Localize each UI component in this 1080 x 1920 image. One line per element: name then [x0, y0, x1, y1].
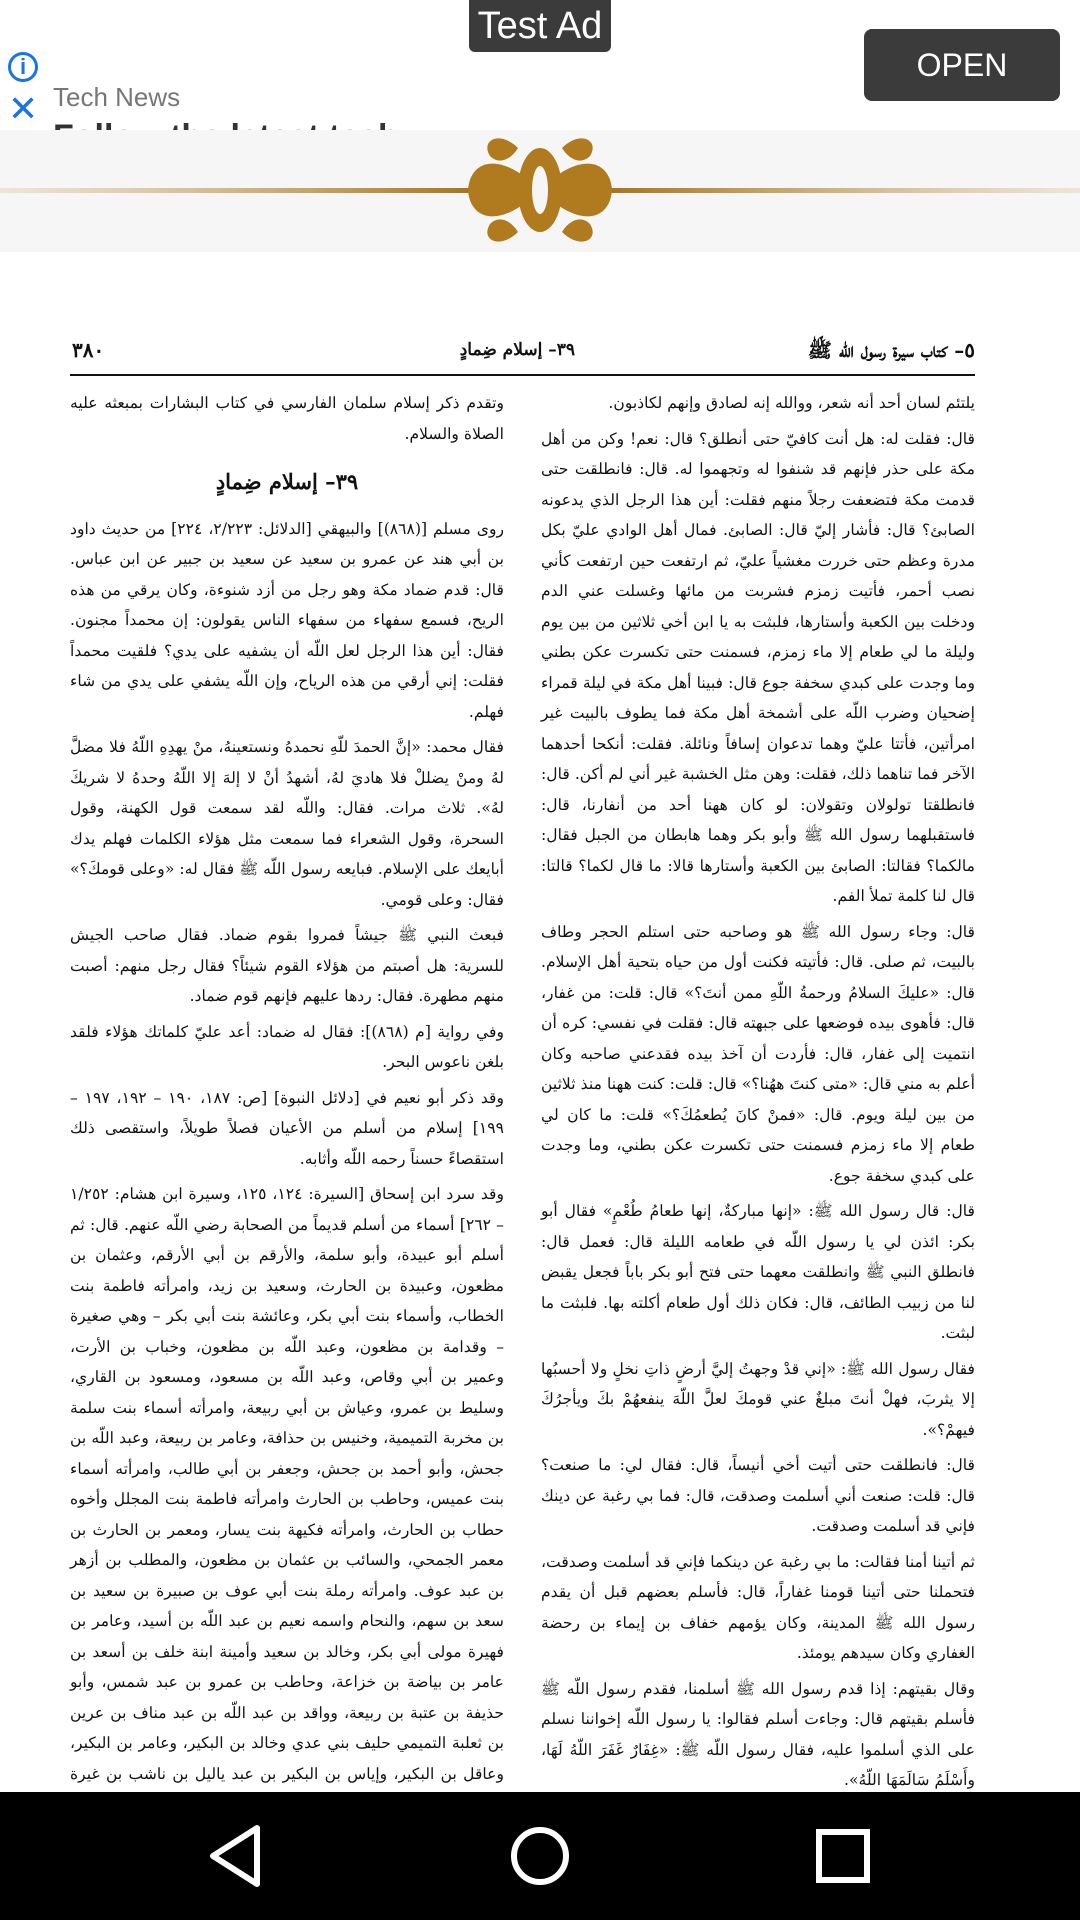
paragraph: فقال رسول الله ﷺ: «إني قدْ وجهتُ إليَّ أرضٍ ذاتِ نخلٍ ولا أحسبُها إلا يثربَ، فهلْ أنتَ مبلغٌ عني قومكَ لعلَّ اللّهَ ينفعهُمْ بكَ ويأجرُكَ فيهمْ؟».: [541, 1359, 975, 1439]
ornament-band: [0, 130, 1080, 252]
paragraph: وقد ذكر أبو نعيم في [دلائل النبوة] [ص: ١٨٧، ١٩٠ – ١٩٢، ١٩٧ – ١٩٩] إسلام من أسلم من الأعيان فصلاً طويلاً، واستقصى ذلك استقصاءً حسناً رحمه اللّه وأثابه.: [70, 1088, 504, 1168]
back-triangle-icon[interactable]: [195, 1816, 275, 1896]
right-column: [541, 388, 975, 1897]
ornament-divider-icon: [0, 130, 1080, 252]
paragraph: روى مسلم [(٨٦٨)] والبيهقي [الدلائل: ٢/٢٢٣، ٢٢٤] من حديث داود بن أبي هند عن عمرو بن سعيد عن سعيد بن جبير عن ابن عباس. قال: قدم ضماد مكة وهو رجل من أزد شنوءة، وكان يرقي من هذه الريح، فسمع سفهاء من سفهاء الناس يقولون: إن محمداً مجنون. فقال: أين هذا الرجل لعل اللّه أن يشفيه على يدي؟ فلقيت محمداً فقلت: إني أرقي من هذه الرياح، وإن اللّه يشفي على يدي من شاء فهلم.: [70, 519, 504, 721]
home-circle-icon[interactable]: [500, 1816, 580, 1896]
close-icon[interactable]: ✕: [8, 88, 39, 129]
paragraph: قال: وجاء رسول الله ﷺ هو وصاحبه حتى استلم الحجر وطاف بالبيت، ثم صلى. قال: فأتيته فكنت أول من حياه بتحية أهل الإسلام. قال: «عليكَ السلامُ ورحمةُ اللّهِ ممن أنتَ؟» قال: قلت: من غفار، قال: فأهوى بيده فوضعها على جبهته قال: فقلت في نفسي: كره أن انتميت إلى غفار، قال: فأردت أن آخذ بيده فقدعني صاحبه وكان أعلم به مني قال: «متى كنتَ ههُنا؟» قال: قلت: كنت ههنا منذ ثلاثين من بين ليلة ويوم. قال: «فمنْ كانَ يُطعمُكَ؟» قلت: ما كان لي طعام إلا ماء زمزم فسمنت حتى تكسرت عكن بطني، وما وجدت على كبدي سخفة جوع.: [541, 922, 975, 1185]
left-column: [70, 388, 504, 1855]
ad-label: Test Ad: [469, 0, 611, 52]
paragraph: ثم أتينا أمنا فقالت: ما بي رغبة عن دينكما فإني قد أسلمت وصدقت، فتحملنا حتى أتينا قومنا غفاراً، قال: فأسلم بعضهم قبل أن يقدم رسول الله ﷺ المدينة، وكان يؤمهم خفاف بن إيماء بن رحضة الغفاري وكان سيدهم يومئذ.: [541, 1552, 975, 1662]
paragraph: فقال محمد: «إنَّ الحمدَ للّهِ نحمدهُ ونستعينهُ، منْ يهدِهِ اللّهُ فلا مضلَّ لهُ ومنْ يضللْ فلا هاديَ لهُ، أشهدُ أنْ لا إلهَ إلا اللّهُ وحدهُ لا شريكَ لهُ». ثلاث مرات. فقال: واللّه لقد سمعت قول الكهنة، وقول السحرة، وقول الشعراء فما سمعت مثل هؤلاء الكلمات فهلم يدك أبايعك على الإسلام. فبايعه رسول اللّه ﷺ فقال له: «وعلى قومكَ؟» فقال: وعلى قومي.: [70, 738, 504, 909]
paragraph: وتقدم ذكر إسلام سلمان الفارسي في كتاب البشارات بمبعثه عليه الصلاة والسلام.: [70, 394, 504, 443]
paragraph: قال: قال رسول الله ﷺ: «إنها مباركةٌ، إنها طعامُ طُعْمٍ» فقال أبو بكر: ائذن لي يا رسول اللّه في طعامه الليلة قال: فعمل قال: فانطلق النبي ﷺ وانطلقت معهما حتى فتح أبو بكر باباً فجعل يقبض لنا من زبيب الطائف، قال: فكان ذلك أول طعام أكلته بها. فلبثت ما لبثت.: [541, 1202, 975, 1342]
paragraph: قال: فقلت له: هل أنت كافيّ حتى أنطلق؟ قال: نعم! وكن من أهل مكة على حذر فإنهم قد شنفوا له وتجهموا له. قال: فانطلقت حتى قدمت مكة فتضعفت رجلاً منهم فقلت: أين هذا الرجل الذي يدعونه الصابئ؟ قال: فأشار إليّ قال: الصابئ. فمال أهل الوادي عليّ بكل مدرة وعظم حتى خررت مغشياً عليّ، ثم ارتفعت حين ارتفعت كأني نصب أحمر، فأتيت زمزم فشربت من مائها وغسلت عني الدم ودخلت بين الكعبة وأستارها، فلبثت به يا ابن أخي ثلاثين من بين يوم وليلة ما لي طعام إلا ماء زمزم، فسمنت حتى تكسرت عكن بطني وما وجدت على كبدي سخفة جوع قال: فبينا أهل مكة في ليلة قمراء إضحيان وضرب اللّه على أشمخة أهل مكة فما يطوف بالبيت غير امرأتين، فأتتا عليّ وهما تدعوان إسافاً ونائلة. فقلت: أنكحا أحدهما الآخر فما تناهما ذلك، فقلت: وهن مثل الخشبة غير أني لم أكن. قال: فانطلقتا تولولان وتقولان: لو كان ههنا أحد من أنفارنا، قال: فاستقبلهما رسول الله ﷺ وأبو بكر وهما هابطان من الجبل فقال: مالكما؟ فقالتا: الصابئ بين الكعبة وأستارها قالا: ما قال لكما؟ قالتا: قال لنا كلمة تملأ الفم.: [541, 429, 975, 905]
paragraph: فبعث النبي ﷺ جيشاً فمروا بقوم ضماد. فقال صاحب الجيش للسرية: هل أصبتم من هؤلاء القوم شيئاً؟ فقال رجل منهم: أصبت منهم مطهرة. فقال: ردها عليهم فإنهم قوم ضماد.: [70, 926, 504, 1005]
open-button[interactable]: OPEN: [864, 29, 1060, 101]
navigation-bar: [0, 1792, 1080, 1920]
ad-banner[interactable]: [0, 0, 1080, 132]
paragraph: يلتئم لسان أحد أنه شعر، ووالله إنه لصادق وإنهم لكاذبون.: [608, 394, 975, 412]
section-header: ٣٩– إسلام ضِمادٍ: [459, 340, 575, 360]
paragraph: وفي رواية [م (٨٦٨)]: فقال له ضماد: أعد عليّ كلماتك هؤلاء فلقد بلغن ناعوس البحر.: [70, 1022, 504, 1071]
chapter-title: ٥– كتاب سيرة رسول الله ﷺ: [807, 338, 975, 362]
paragraph: وقال بقيتهم: إذا قدم رسول الله ﷺ أسلمنا، فقدم رسول اللّه ﷺ فأسلم بقيتهم قال: وجاءت أسلم فقالوا: يا رسول اللّه إخواننا نسلم على الذي أسلموا عليه، فقال رسول اللّه ﷺ: «غِفَارٌ غَفَرَ اللّهُ لَهَا، وأَسْلَمُ سَالَمَهَا اللّهُ».: [541, 1679, 975, 1789]
paragraph: قال: فانطلقت حتى أتيت أخي أنيساً، قال: فقال لي: ما صنعت؟ قال: قلت: صنعت أني أسلمت وصدقت، قال: فما بي رغبة عن دينك فإني قد أسلمت وصدقت.: [541, 1456, 975, 1535]
ad-source: Tech News: [53, 82, 181, 112]
page-header: [70, 330, 975, 376]
recents-square-icon[interactable]: [803, 1816, 883, 1896]
section-title: ٣٩– إسلام ضِمادٍ: [215, 469, 359, 494]
paragraph: وقد سرد ابن إسحاق [السيرة: ١٢٤، ١٢٥، وسيرة ابن هشام: ١/٢٥٢ – ٢٦٢] أسماء من أسلم قديماً من الصحابة رضي اللّه عنهم. قال: ثم أسلم أبو عبيدة، وأبو سلمة، والأرقم بن أبي الأرقم، وعثمان بن مظعون، وعبيدة بن الحارث، وسعيد بن زيد، وامرأته فاطمة بنت الخطاب، وأسماء بنت أبي بكر، وعائشة بنت أبي بكر – وهي صغيرة – وقدامة بن مظعون، وعبد اللّه بن مظعون، وخباب بن الأرت، وعمير بن أبي وقاص، وعبد اللّه بن مسعود، ومسعود بن القاري، وسليط بن عمرو، وعياش بن أبي ربيعة، وامرأته أسماء بنت سلمة بن مخربة التميمية، وخنيس بن حذافة، وعامر بن ربيعة، وعبد اللّه بن جحش، وأبو أحمد بن جحش، وجعفر بن أبي طالب، وامرأته أسماء بنت عميس، وحاطب بن الحارث وامرأته فاطمة بنت المجلل وأخوه حطاب بن الحارث، وامرأته فكيهة بنت يسار، ومعمر بن الحارث بن معمر الجمحي، والسائب بن عثمان بن مظعون، والمطلب بن أزهر بن عبد عوف. وامرأته رملة بنت أبي عوف بن صبيرة بن سعيد بن سعد بن سهم، والنحام واسمه نعيم بن عبد اللّه بن أسيد، وعامر بن فهيرة مولى أبي بكر، وخالد بن سعيد وأمينة ابنة خلف بن أسعد بن عامر بن بياضة بن خزاعة، وحاطب بن عمرو بن عبد شمس، وأبو حذيفة بن عتبة بن ربيعة، وواقد بن عبد اللّه بن عبد مناف بن عرين بن ثعلبة التميمي حليف بني عدي وخالد بن البكير، وعامر بن البكير، وعاقل بن البكير، وإياس بن البكير بن عبد ياليل بن ناشب بن غيرة: [70, 1185, 504, 1783]
book-page[interactable]: [70, 330, 975, 1789]
page-number: ٣٨٠: [72, 338, 105, 362]
info-icon[interactable]: i: [8, 52, 38, 82]
